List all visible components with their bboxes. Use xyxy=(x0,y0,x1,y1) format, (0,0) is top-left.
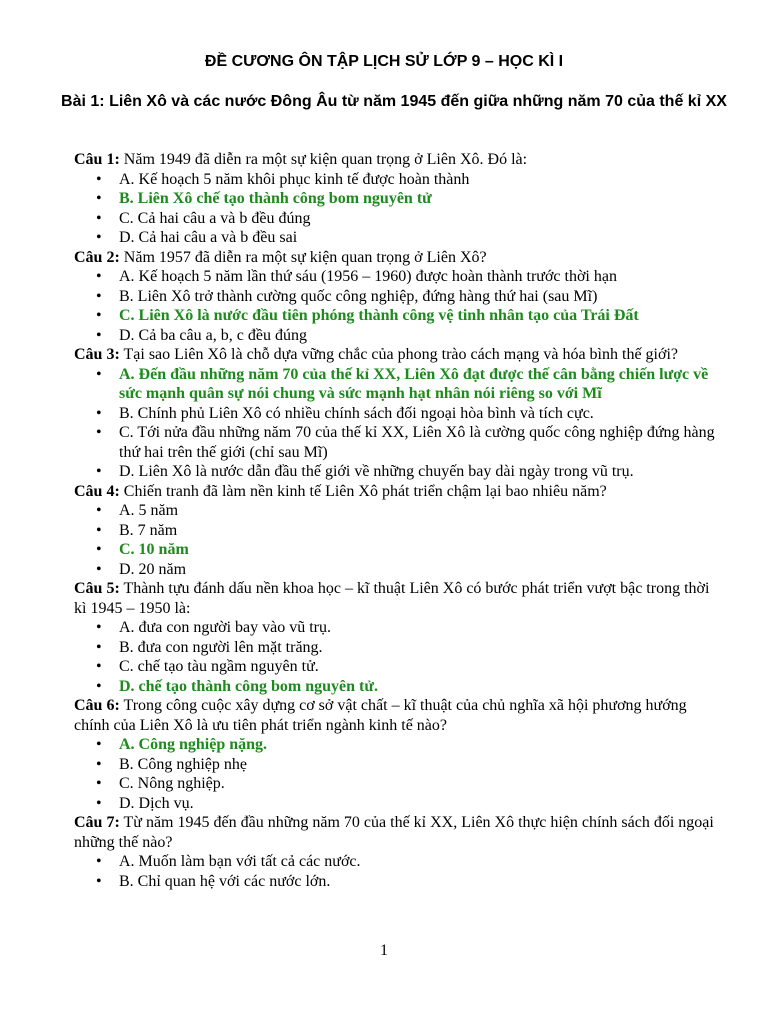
answer-options xyxy=(74,170,722,248)
answer-option: • D. Liên Xô là nước dẫn đầu thế giới về những chuyến bay dài ngày trong vũ trụ. xyxy=(119,462,722,482)
answer-option: • D. Cả hai câu a và b đều sai xyxy=(119,228,722,248)
answer-option: • A. Muốn làm bạn với tất cả các nước. xyxy=(119,852,722,872)
question-text: Chiến tranh đã làm nền kinh tế Liên Xô phát triển chậm lại bao nhiêu năm? xyxy=(123,482,607,500)
answer-options xyxy=(74,618,722,696)
question-stem xyxy=(74,345,722,365)
question-stem xyxy=(74,482,722,502)
answer-option: • D. Cả ba câu a, b, c đều đúng xyxy=(119,326,722,346)
answer-option: • B. Công nghiệp nhẹ xyxy=(119,755,722,775)
page-number: 1 xyxy=(380,942,388,959)
question-block xyxy=(74,150,722,248)
answer-option: • C. Tới nửa đầu những năm 70 của thế kỉ XX, Liên Xô là cường quốc công nghiệp đứng hàng thứ hai trên thế giới (chỉ sau Mĩ) xyxy=(119,423,722,462)
question-label: Câu 2: xyxy=(74,248,120,266)
answer-option: • C. Cả hai câu a và b đều đúng xyxy=(119,209,722,229)
questions-list xyxy=(74,150,722,891)
question-label: Câu 4: xyxy=(74,482,120,500)
answer-option: • B. Liên Xô trở thành cường quốc công nghiệp, đứng hàng thứ hai (sau Mĩ) xyxy=(119,287,722,307)
question-stem xyxy=(74,248,722,268)
question-block xyxy=(74,813,722,891)
document-title: ĐỀ CƯƠNG ÔN TẬP LỊCH SỬ LỚP 9 – HỌC KÌ I xyxy=(204,53,564,70)
answer-option: • A. Kế hoạch 5 năm lần thứ sáu (1956 – 1960) được hoàn thành trước thời hạn xyxy=(119,267,722,287)
question-label: Câu 7: xyxy=(74,814,120,831)
answer-option: • A. Kế hoạch 5 năm khôi phục kinh tế được hoàn thành xyxy=(119,170,722,190)
question-text: Năm 1957 đã diễn ra một sự kiện quan trọng ở Liên Xô? xyxy=(123,248,487,266)
answer-option: • D. Dịch vụ. xyxy=(119,794,722,814)
question-text: Tại sao Liên Xô là chỗ dựa vững chắc của phong trào cách mạng và hóa bình thế giới? xyxy=(123,346,678,363)
answer-options xyxy=(74,735,722,813)
question-block xyxy=(74,579,722,696)
answer-option: • B. 7 năm xyxy=(119,521,722,541)
question-stem xyxy=(74,579,722,618)
answer-option: • B. đưa con người lên mặt trăng. xyxy=(119,638,722,658)
answer-options xyxy=(74,365,722,482)
question-label: Câu 5: xyxy=(74,580,120,597)
answer-options xyxy=(74,267,722,345)
answer-option-correct: • D. chế tạo thành công bom nguyên tử. xyxy=(119,677,722,697)
question-stem xyxy=(74,150,722,170)
question-stem xyxy=(74,696,722,735)
question-text: Thành tựu đánh dấu nền khoa học – kĩ thuật Liên Xô có bước phát triển vượt bậc trong thời kì 1945 – 1950 là: xyxy=(74,580,710,617)
answer-option: • B. Chính phủ Liên Xô có nhiều chính sách đối ngoại hòa bình và tích cực. xyxy=(119,404,722,424)
question-text: Năm 1949 đã diễn ra một sự kiện quan trọng ở Liên Xô. Đó là: xyxy=(123,151,528,168)
question-block xyxy=(74,248,722,346)
question-block xyxy=(74,696,722,813)
answer-option-correct: • C. 10 năm xyxy=(119,540,722,560)
answer-option-correct: • B. Liên Xô chế tạo thành công bom nguyên tử xyxy=(119,189,722,209)
question-label: Câu 6: xyxy=(74,697,120,714)
question-stem xyxy=(74,813,722,852)
answer-option-correct: • A. Đến đầu những năm 70 của thế kỉ XX, Liên Xô đạt được thế cân bằng chiến lược về sức mạnh quân sự nói chung và sức mạnh hạt nhân nói riêng so với Mĩ xyxy=(119,365,722,404)
answer-options xyxy=(74,852,722,891)
answer-option: • C. chế tạo tàu ngầm nguyên tử. xyxy=(119,657,722,677)
answer-option: • A. đưa con người bay vào vũ trụ. xyxy=(119,618,722,638)
question-label: Câu 3: xyxy=(74,346,120,363)
answer-option: • D. 20 năm xyxy=(119,560,722,580)
answer-option-correct: • A. Công nghiệp nặng. xyxy=(119,735,722,755)
question-block xyxy=(74,345,722,482)
answer-options xyxy=(74,501,722,579)
lesson-title: Bài 1: Liên Xô và các nước Đông Âu từ năm 1945 đến giữa những năm 70 của thế kỉ XX xyxy=(61,93,727,110)
answer-option: • C. Nông nghiệp. xyxy=(119,774,722,794)
question-label: Câu 1: xyxy=(74,151,120,168)
answer-option: • A. 5 năm xyxy=(119,501,722,521)
question-block xyxy=(74,482,722,580)
question-text: Trong công cuộc xây dựng cơ sở vật chất – kĩ thuật của chủ nghĩa xã hội phương hướng chính của Liên Xô là ưu tiên phát triển ngành kinh tế nào? xyxy=(74,697,687,734)
answer-option: • B. Chỉ quan hệ với các nước lớn. xyxy=(119,872,722,892)
question-text: Từ năm 1945 đến đầu những năm 70 của thế kỉ XX, Liên Xô thực hiện chính sách đối ngoại những thế nào? xyxy=(74,814,714,851)
answer-option-correct: • C. Liên Xô là nước đầu tiên phóng thành công vệ tinh nhân tạo của Trái Đất xyxy=(119,306,722,326)
